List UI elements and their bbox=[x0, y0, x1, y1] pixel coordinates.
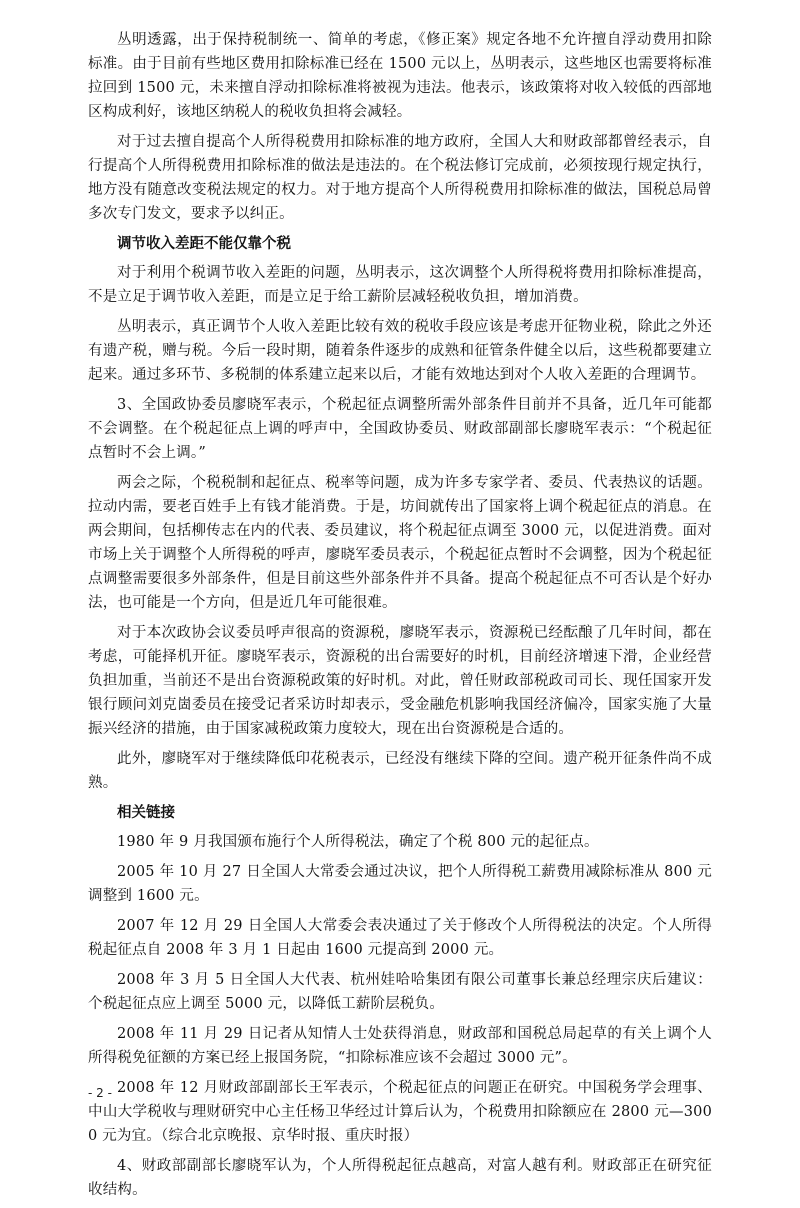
paragraph: 丛明表示，真正调节个人收入差距比较有效的税收手段应该是考虑开征物业税，除此之外还有遗产税，赠与税。今后一段时期，随着条件逐步的成熟和征管条件健全以后，这些税都要建立起来。通过多环节、多税制的体系建立起来以后，才能有效地达到对个人收入差距的合理调节。 bbox=[88, 319, 712, 383]
paragraph: 1980 年 9 月我国颁布施行个人所得税法，确定了个税 800 元的起征点。 bbox=[117, 834, 599, 850]
paragraph: 对于利用个税调节收入差距的问题，丛明表示，这次调整个人所得税将费用扣除标准提高，不是立足于调节收入差距，而是立足于给工薪阶层减轻税收负担，增加消费。 bbox=[88, 265, 712, 305]
paragraph: 2008 年 3 月 5 日全国人大代表、杭州娃哈哈集团有限公司董事长兼总经理宗庆后建议：个税起征点应上调至 5000 元，以降低工薪阶层税负。 bbox=[88, 972, 712, 1012]
paragraph: 2008 年 11 月 29 日记者从知情人士处获得消息，财政部和国税总局起草的有关上调个人所得税免征额的方案已经上报国务院，“扣除标准应该不会超过 3000 元”。 bbox=[88, 1026, 712, 1066]
paragraph: 两会之际，个税税制和起征点、税率等问题，成为许多专家学者、委员、代表热议的话题。拉动内需，要老百姓手上有钱才能消费。于是，坊间就传出了国家将上调个税起征点的消息。在两会期间，包括柳传志在内的代表、委员建议，将个税起征点调至 3000 元，以促进消费。面对市场上关于调整个人所得税的呼声，廖晓军委员表示，个税起征点暂时不会调整，因为个税起征点调整需要很多外部条件，但是目前这些外部条件并不具备。提高个税起征点不可否认是个好办法，也可能是一个方向，但是近几年可能很难。 bbox=[88, 475, 712, 611]
paragraph: 4、财政部副部长廖晓军认为，个人所得税起征点越高，对富人越有利。财政部正在研究征收结构。 bbox=[88, 1158, 712, 1198]
paragraph: 2007 年 12 月 29 日全国人大常委会表决通过了关于修改个人所得税法的决定。个人所得税起征点自 2008 年 3 月 1 日起由 1600 元提高到 2000 元。 bbox=[88, 918, 712, 958]
paragraph: 对于过去擅自提高个人所得税费用扣除标准的地方政府，全国人大和财政部都曾经表示，自行提高个人所得税费用扣除标准的做法是违法的。在个税法修订完成前，必须按现行规定执行，地方没有随意改变税法规定的权力。对于地方提高个人所得税费用扣除标准的做法，国税总局曾多次专门发文，要求予以纠正。 bbox=[88, 134, 712, 222]
paragraph: 2008 年 12 月财政部副部长王军表示，个税起征点的问题正在研究。中国税务学会理事、中山大学税收与理财研究中心主任杨卫华经过计算后认为，个税费用扣除额应在 2800 元—3000 元为宜。（综合北京晚报、京华时报、重庆时报） bbox=[88, 1080, 712, 1144]
paragraph: 2005 年 10 月 27 日全国人大常委会通过决议，把个人所得税工薪费用减除标准从 800 元调整到 1600 元。 bbox=[88, 864, 712, 904]
paragraph: 丛明透露，出于保持税制统一、简单的考虑，《修正案》规定各地不允许擅自浮动费用扣除标准。由于目前有些地区费用扣除标准已经在 1500 元以上，丛明表示，这些地区也需要将标准拉回到 1500 元，未来擅自浮动扣除标准将被视为违法。他表示，该政策将对收入较低的西部地区构成利好，该地区纳税人的税收负担将会减轻。 bbox=[88, 32, 712, 120]
page-number: - 2 - bbox=[88, 1086, 112, 1100]
section-heading: 调节收入差距不能仅靠个税 bbox=[117, 236, 291, 252]
paragraph: 对于本次政协会议委员呼声很高的资源税，廖晓军表示，资源税已经酝酿了几年时间，都在考虑，可能择机开征。廖晓军表示，资源税的出台需要好的时机，目前经济增速下滑，企业经营负担加重，当前还不是出台资源税政策的好时机。对此，曾任财政部税政司司长、现任国家开发银行顾问刘克崮委员在接受记者采访时却表示，受金融危机影响我国经济偏冷，国家实施了大量振兴经济的措施，由于国家减税政策力度较大，现在出台资源税是合适的。 bbox=[88, 625, 712, 737]
paragraph: 3、全国政协委员廖晓军表示，个税起征点调整所需外部条件目前并不具备，近几年可能都不会调整。在个税起征点上调的呼声中，全国政协委员、财政部副部长廖晓军表示：“个税起征点暂时不会上调。” bbox=[88, 397, 712, 461]
document-body bbox=[88, 28, 712, 1208]
paragraph: 此外，廖晓军对于继续降低印花税表示，已经没有继续下降的空间。遗产税开征条件尚不成熟。 bbox=[88, 751, 712, 791]
section-heading: 相关链接 bbox=[117, 805, 175, 821]
